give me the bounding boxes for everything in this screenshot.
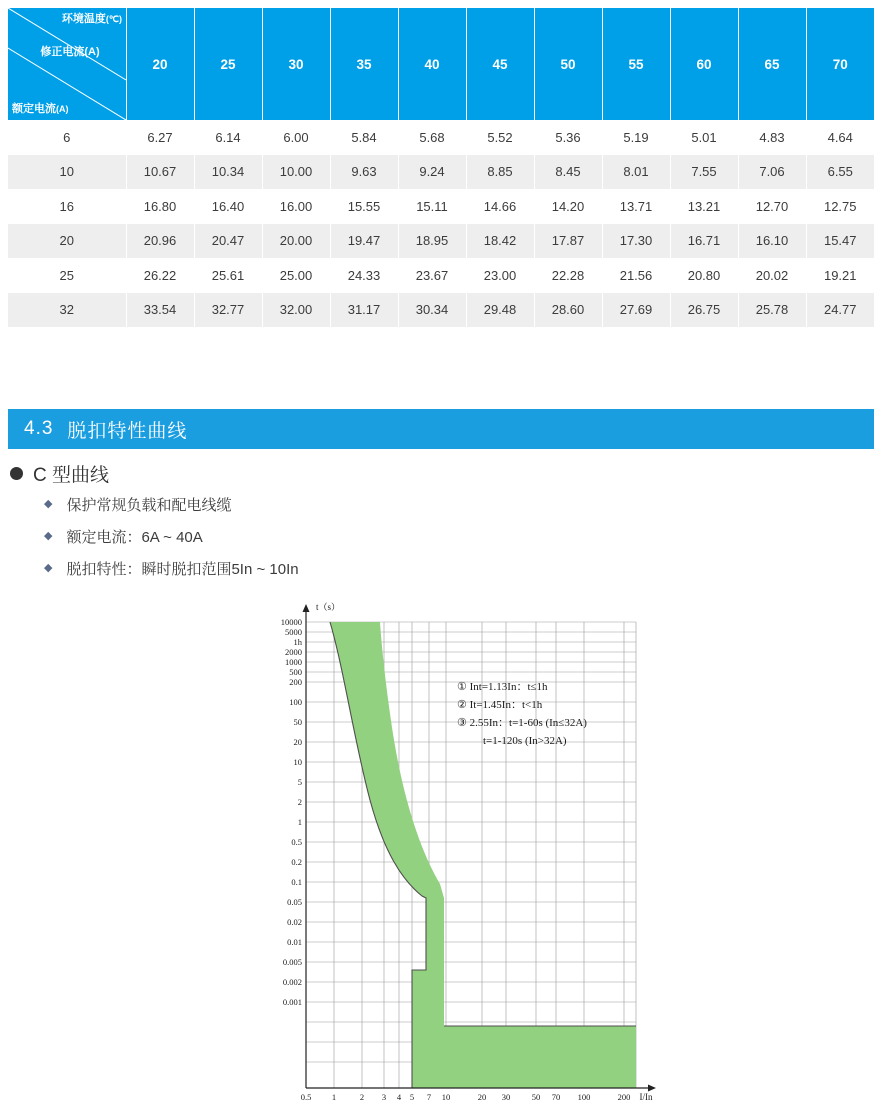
cell-rated-current: 6 (8, 120, 126, 155)
table-cell: 33.54 (126, 293, 194, 328)
svg-text:0.5: 0.5 (300, 1092, 312, 1102)
table-cell: 5.36 (534, 120, 602, 155)
corner-temp-text: 环境温度 (61, 13, 106, 25)
curve-bullet-list (44, 494, 644, 590)
cell-rated-current: 25 (8, 258, 126, 293)
table-row (8, 120, 874, 155)
svg-text:0.01: 0.01 (287, 937, 302, 947)
table-cell: 4.64 (806, 120, 874, 155)
cell-rated-current: 32 (8, 293, 126, 328)
table-cell: 5.01 (670, 120, 738, 155)
table-cell: 9.24 (398, 155, 466, 190)
svg-text:50: 50 (293, 717, 302, 727)
table-cell: 14.66 (466, 189, 534, 224)
table-cell: 17.30 (602, 224, 670, 259)
list-item-label: 保护常规负载和配电线缆 (66, 497, 232, 514)
section-title: 脱扣特性曲线 (67, 420, 188, 442)
table-row (8, 155, 874, 190)
column-header-temp: 55 (602, 8, 670, 120)
derating-table (8, 8, 874, 327)
table-cell: 16.40 (194, 189, 262, 224)
table-cell: 6.14 (194, 120, 262, 155)
table-cell: 12.75 (806, 189, 874, 224)
table-cell: 32.00 (262, 293, 330, 328)
svg-text:0.02: 0.02 (287, 917, 302, 927)
corner-label-corrected-current (22, 46, 118, 59)
table-cell: 10.34 (194, 155, 262, 190)
table-cell: 28.60 (534, 293, 602, 328)
chart-y-axis-label: t（s） (316, 602, 341, 612)
svg-text:100: 100 (289, 697, 302, 707)
table-cell: 31.17 (330, 293, 398, 328)
column-header-temp: 50 (534, 8, 602, 120)
table-corner-header (8, 8, 126, 120)
curve-type-heading (10, 460, 109, 487)
table-cell: 7.06 (738, 155, 806, 190)
tripping-curve-chart (244, 600, 664, 1108)
chart-svg (244, 600, 664, 1108)
table-cell: 4.83 (738, 120, 806, 155)
table-cell: 10.00 (262, 155, 330, 190)
table-cell: 20.02 (738, 258, 806, 293)
table-cell: 23.67 (398, 258, 466, 293)
corner-label-temperature (36, 13, 122, 26)
svg-text:1: 1 (297, 817, 302, 827)
table-cell: 22.28 (534, 258, 602, 293)
table-cell: 6.27 (126, 120, 194, 155)
section-number: 4.3 (24, 418, 54, 439)
svg-text:30: 30 (501, 1092, 511, 1102)
table-cell: 9.63 (330, 155, 398, 190)
column-header-temp: 35 (330, 8, 398, 120)
svg-text:5: 5 (409, 1092, 415, 1102)
table-cell: 23.00 (466, 258, 534, 293)
svg-text:4: 4 (396, 1092, 402, 1102)
table-cell: 20.00 (262, 224, 330, 259)
corner-mid-text: 修正电流 (40, 46, 85, 58)
table-body (8, 120, 874, 327)
chart-y-tick-labels (281, 617, 303, 1007)
svg-text:2: 2 (297, 797, 302, 807)
table-cell: 15.47 (806, 224, 874, 259)
column-header-temp: 70 (806, 8, 874, 120)
corner-bottom-unit: (A) (56, 104, 69, 115)
svg-text:0.002: 0.002 (282, 977, 302, 987)
table-cell: 5.84 (330, 120, 398, 155)
list-item-label: 额定电流：6A ~ 40A (66, 529, 203, 546)
section-heading-bar (8, 409, 874, 449)
table-cell: 26.22 (126, 258, 194, 293)
svg-text:100: 100 (577, 1092, 591, 1102)
cell-rated-current: 20 (8, 224, 126, 259)
diamond-bullet-icon: ◆ (44, 498, 53, 510)
list-item (44, 494, 644, 515)
table-cell: 13.71 (602, 189, 670, 224)
svg-text:20: 20 (293, 737, 302, 747)
svg-text:50: 50 (531, 1092, 541, 1102)
svg-text:500: 500 (289, 667, 302, 677)
table-cell: 16.10 (738, 224, 806, 259)
column-header-temp: 30 (262, 8, 330, 120)
cell-rated-current: 16 (8, 189, 126, 224)
svg-text:0.001: 0.001 (282, 997, 302, 1007)
column-header-temp: 65 (738, 8, 806, 120)
table-cell: 6.00 (262, 120, 330, 155)
table-row (8, 189, 874, 224)
list-item (44, 558, 644, 579)
svg-text:0.05: 0.05 (287, 897, 302, 907)
column-header-temp: 25 (194, 8, 262, 120)
table-cell: 13.21 (670, 189, 738, 224)
table-cell: 20.47 (194, 224, 262, 259)
column-header-temp: 40 (398, 8, 466, 120)
diamond-bullet-icon: ◆ (44, 562, 53, 574)
chart-note-4: t=1-120s (In>32A) (483, 735, 567, 748)
table-cell: 18.95 (398, 224, 466, 259)
table-cell: 18.42 (466, 224, 534, 259)
svg-text:7: 7 (426, 1092, 432, 1102)
table-cell: 25.78 (738, 293, 806, 328)
cell-rated-current: 10 (8, 155, 126, 190)
table-cell: 8.01 (602, 155, 670, 190)
svg-text:1h: 1h (293, 637, 302, 647)
bullet-dot-icon (10, 467, 23, 480)
svg-text:20: 20 (477, 1092, 487, 1102)
table-cell: 5.52 (466, 120, 534, 155)
column-header-temp: 45 (466, 8, 534, 120)
table-header (8, 8, 874, 120)
svg-text:0.1: 0.1 (291, 877, 302, 887)
table-cell: 19.47 (330, 224, 398, 259)
table-cell: 21.56 (602, 258, 670, 293)
table-cell: 17.87 (534, 224, 602, 259)
table-cell: 8.85 (466, 155, 534, 190)
svg-text:10: 10 (441, 1092, 451, 1102)
svg-text:200: 200 (617, 1092, 631, 1102)
svg-text:70: 70 (551, 1092, 561, 1102)
table-cell: 7.55 (670, 155, 738, 190)
svg-text:2: 2 (359, 1092, 365, 1102)
list-item-label: 脱扣特性：瞬时脱扣范围5In ~ 10In (66, 561, 299, 578)
corner-label-rated-current (12, 103, 100, 116)
table-cell: 26.75 (670, 293, 738, 328)
table-cell: 25.00 (262, 258, 330, 293)
svg-text:5: 5 (297, 777, 302, 787)
svg-text:10: 10 (293, 757, 302, 767)
svg-text:5000: 5000 (285, 627, 302, 637)
table-cell: 27.69 (602, 293, 670, 328)
chart-note-2: ② It=1.45In：t<1h (457, 699, 543, 712)
corner-bottom-text: 额定电流 (12, 103, 56, 116)
table-cell: 16.71 (670, 224, 738, 259)
svg-text:1: 1 (331, 1092, 337, 1102)
table-cell: 25.61 (194, 258, 262, 293)
table-cell: 5.68 (398, 120, 466, 155)
table-row (8, 258, 874, 293)
svg-text:0.2: 0.2 (291, 857, 302, 867)
curve-type-label: C 型曲线 (33, 465, 110, 486)
table-cell: 15.55 (330, 189, 398, 224)
table-cell: 20.80 (670, 258, 738, 293)
table-cell: 8.45 (534, 155, 602, 190)
svg-text:10000: 10000 (280, 617, 302, 627)
table-cell: 14.20 (534, 189, 602, 224)
table-cell: 29.48 (466, 293, 534, 328)
table-header-row (8, 8, 874, 120)
column-header-temp: 20 (126, 8, 194, 120)
chart-notes (457, 678, 587, 751)
corner-mid-unit: (A) (84, 46, 100, 58)
table-cell: 30.34 (398, 293, 466, 328)
table-cell: 10.67 (126, 155, 194, 190)
table-cell: 24.77 (806, 293, 874, 328)
list-item (44, 526, 644, 547)
table-cell: 6.55 (806, 155, 874, 190)
table-cell: 12.70 (738, 189, 806, 224)
chart-note-1: ① Int=1.13In：t≤1h (457, 681, 548, 693)
corner-temp-unit: (℃) (105, 14, 122, 24)
column-header-temp: 60 (670, 8, 738, 120)
table-cell: 20.96 (126, 224, 194, 259)
table-cell: 24.33 (330, 258, 398, 293)
table-row (8, 224, 874, 259)
svg-text:0.5: 0.5 (291, 837, 302, 847)
table-row (8, 293, 874, 328)
chart-x-axis-label: I/In (639, 1092, 653, 1102)
chart-x-tick-labels (301, 1092, 631, 1102)
svg-text:2000: 2000 (285, 647, 302, 657)
table-cell: 32.77 (194, 293, 262, 328)
table-cell: 15.11 (398, 189, 466, 224)
chart-note-3: ③ 2.55In：t=1-60s (In≤32A) (457, 717, 587, 730)
diamond-bullet-icon: ◆ (44, 530, 53, 542)
svg-text:1000: 1000 (285, 657, 302, 667)
svg-text:200: 200 (289, 677, 302, 687)
table-cell: 16.00 (262, 189, 330, 224)
table-cell: 19.21 (806, 258, 874, 293)
svg-text:0.005: 0.005 (282, 957, 302, 967)
svg-text:3: 3 (381, 1092, 387, 1102)
table-cell: 16.80 (126, 189, 194, 224)
table-cell: 5.19 (602, 120, 670, 155)
derating-table-wrapper (8, 8, 874, 327)
